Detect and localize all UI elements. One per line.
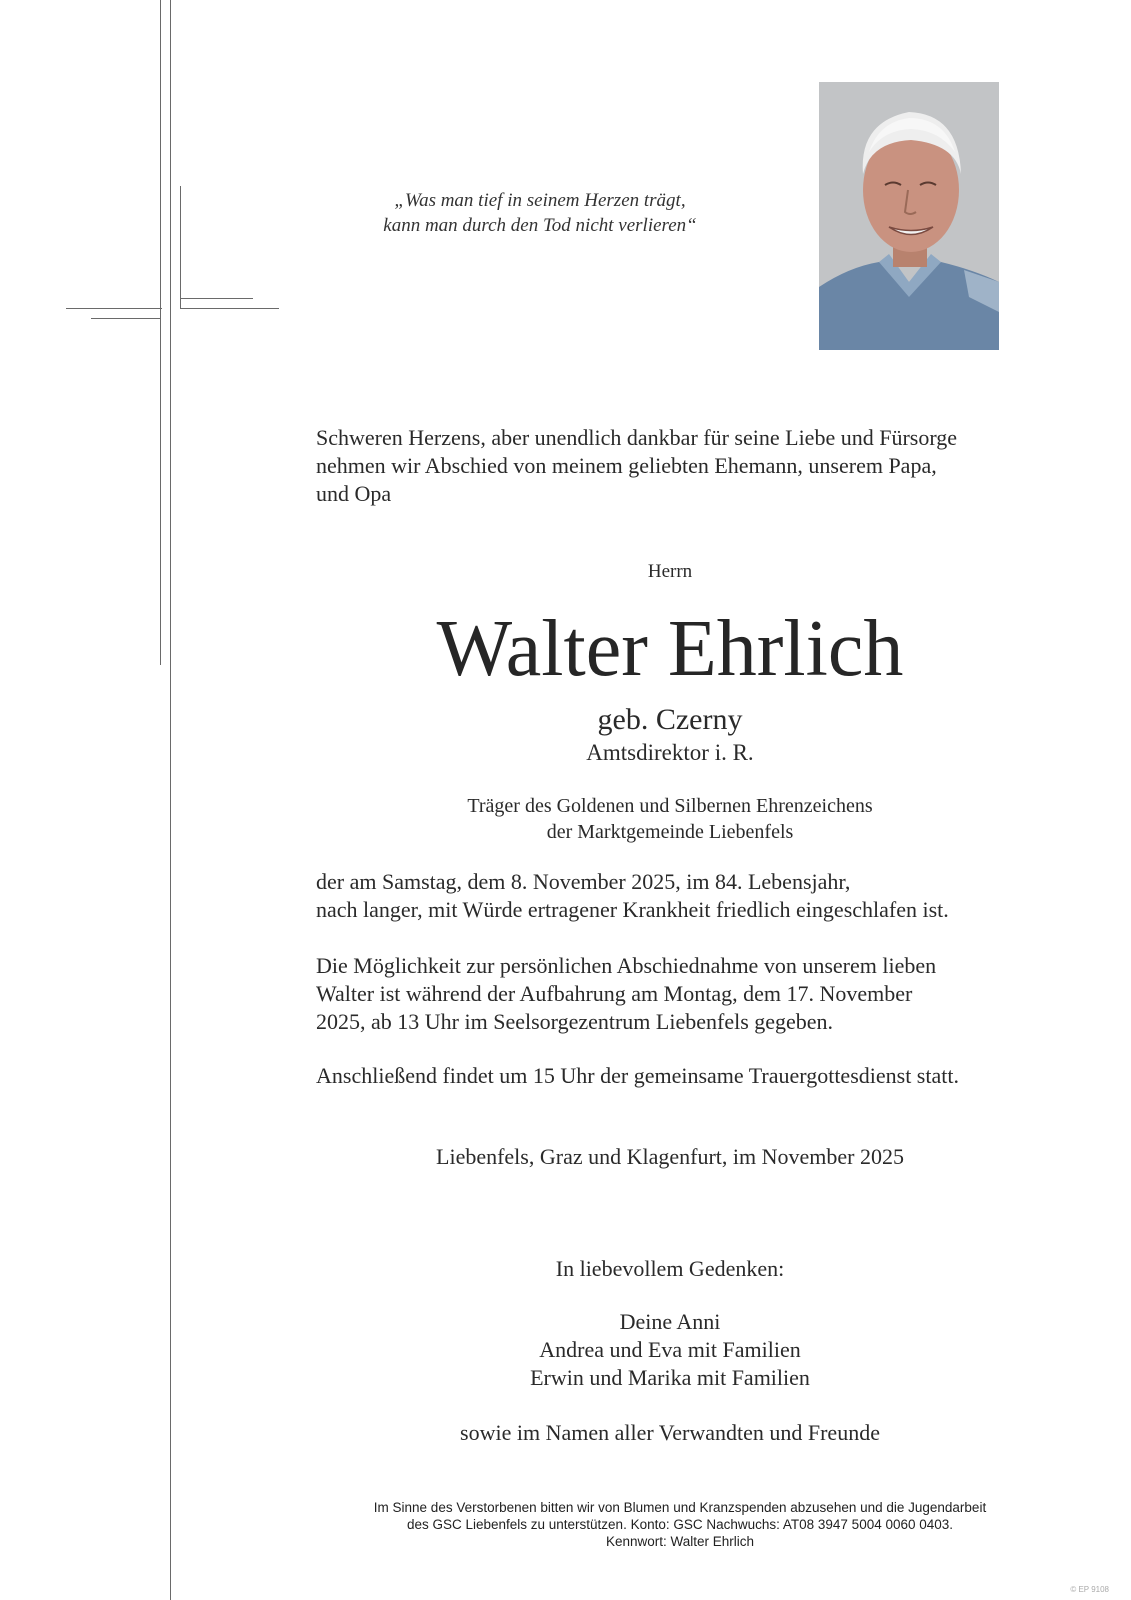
honors-line: Träger des Goldenen und Silbernen Ehrenzeichens xyxy=(467,795,873,817)
donation-line: des GSC Liebenfels zu unterstützen. Konto: GSC Nachwuchs: AT08 3947 5004 0060 0403. xyxy=(406,1517,954,1532)
family-list xyxy=(420,1308,920,1392)
intro-text xyxy=(316,424,1056,508)
intro-line: Schweren Herzens, aber unendlich dankbar für seine Liebe und Fürsorge xyxy=(316,425,958,450)
service-text: Anschließend findet um 15 Uhr der gemeinsame Trauergottesdienst statt. xyxy=(316,1063,959,1088)
quote-line: kann man durch den Tod nicht verlieren“ xyxy=(383,215,697,236)
family-member: Andrea und Eva mit Familien xyxy=(539,1337,801,1362)
birth-name: geb. Czerny xyxy=(597,703,743,736)
death-line: der am Samstag, dem 8. November 2025, im 84. Lebensjahr, xyxy=(316,869,851,894)
viewing-line: 2025, ab 13 Uhr im Seelsorgezentrum Liebenfels gegeben. xyxy=(316,1009,834,1034)
memory-heading: In liebevollem Gedenken: xyxy=(555,1256,785,1281)
relatives-line: sowie im Namen aller Verwandten und Freunde xyxy=(460,1420,880,1445)
deceased-name: Walter Ehrlich xyxy=(436,605,904,693)
honors-line: der Marktgemeinde Liebenfels xyxy=(546,821,794,843)
salutation: Herrn xyxy=(647,561,693,582)
donation-line: Kennwort: Walter Ehrlich xyxy=(605,1534,755,1549)
intro-line: und Opa xyxy=(316,481,392,506)
print-watermark: © EP 9108 xyxy=(1070,1585,1109,1594)
donation-note xyxy=(300,1499,1060,1550)
family-member: Erwin und Marika mit Familien xyxy=(530,1365,810,1390)
donation-line: Im Sinne des Verstorbenen bitten wir von Blumen und Kranzspenden abzusehen und die Jugendarbeit xyxy=(373,1500,987,1515)
death-line: nach langer, mit Würde ertragener Krankheit friedlich eingeschlafen ist. xyxy=(316,897,949,922)
intro-line: nehmen wir Abschied von meinem geliebten Ehemann, unserem Papa, xyxy=(316,453,937,478)
portrait-photo-icon xyxy=(819,82,999,350)
quote-line: „Was man tief in seinem Herzen trägt, xyxy=(394,190,686,211)
death-text xyxy=(316,868,1056,924)
family-member: Deine Anni xyxy=(619,1309,721,1334)
viewing-line: Walter ist während der Aufbahrung am Montag, dem 17. November xyxy=(316,981,913,1006)
deceased-title: Amtsdirektor i. R. xyxy=(586,740,754,765)
place-date: Liebenfels, Graz und Klagenfurt, im November 2025 xyxy=(436,1144,904,1169)
portrait-photo xyxy=(819,82,999,350)
viewing-line: Die Möglichkeit zur persönlichen Abschiednahme von unserem lieben xyxy=(316,953,937,978)
memorial-quote xyxy=(300,188,780,238)
honors-text xyxy=(380,793,960,845)
viewing-text xyxy=(316,952,1056,1036)
